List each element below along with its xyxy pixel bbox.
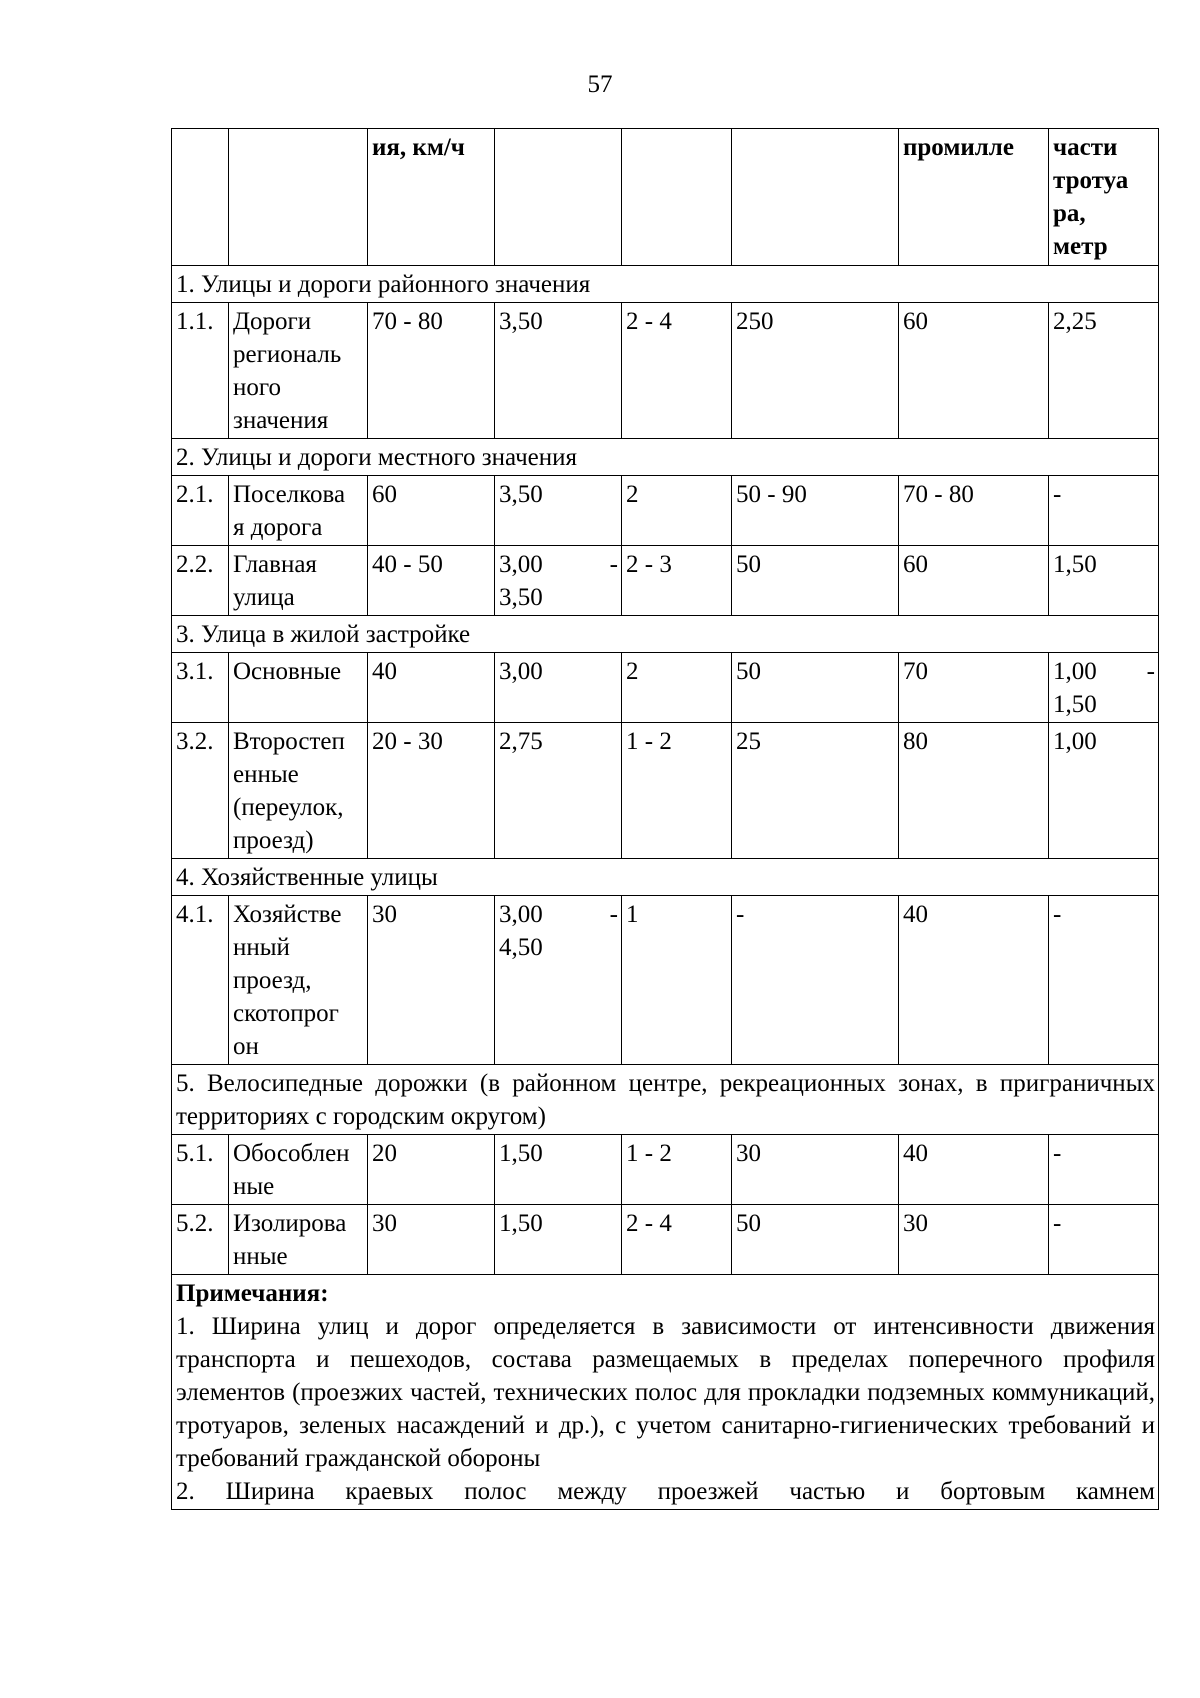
row-lane-width: 3,00 [495, 653, 622, 723]
page-number: 57 [587, 71, 613, 98]
section-row [172, 859, 1159, 896]
row-sidewalk: - [1049, 476, 1159, 546]
row-radius: 50 [732, 1205, 899, 1275]
row-slope: 60 [899, 303, 1049, 439]
row-number: 2.1. [172, 476, 229, 546]
row-speed: 40 [368, 653, 495, 723]
row-name: Главная улица [229, 546, 368, 616]
row-number: 4.1. [172, 896, 229, 1065]
row-radius: 25 [732, 723, 899, 859]
row-name: Поселкова я дорога [229, 476, 368, 546]
row-number: 2.2. [172, 546, 229, 616]
row-lane-count: 2 [622, 653, 732, 723]
table-row [172, 896, 1159, 1065]
header-cell-lane [495, 129, 622, 266]
section-row [172, 439, 1159, 476]
row-sidewalk: - [1049, 1205, 1159, 1275]
row-slope: 30 [899, 1205, 1049, 1275]
header-cell-radius [732, 129, 899, 266]
table-row [172, 546, 1159, 616]
header-cell-lanes [622, 129, 732, 266]
row-speed: 40 - 50 [368, 546, 495, 616]
row-number: 3.1. [172, 653, 229, 723]
row-sidewalk: - [1049, 1135, 1159, 1205]
row-speed: 20 [368, 1135, 495, 1205]
row-slope: 70 [899, 653, 1049, 723]
row-lane-count: 1 - 2 [622, 1135, 732, 1205]
table-row [172, 303, 1159, 439]
row-lane-width: 3,50 [495, 303, 622, 439]
section-title: 3. Улица в жилой застройке [172, 616, 1159, 653]
row-lane-width: 1,50 [495, 1205, 622, 1275]
row-lane-width: 3,00 - 3,50 [495, 546, 622, 616]
row-lane-count: 2 - 4 [622, 1205, 732, 1275]
road-parameters-table [171, 128, 1159, 1510]
row-lane-width: 3,50 [495, 476, 622, 546]
header-cell-name [229, 129, 368, 266]
row-slope: 60 [899, 546, 1049, 616]
row-lane-width: 3,00 - 4,50 [495, 896, 622, 1065]
header-sidewalk-line: ра, [1053, 200, 1086, 227]
notes-title: Примечания: [176, 1280, 329, 1307]
row-sidewalk: 1,00 [1049, 723, 1159, 859]
row-name: Второстеп енные (переулок, проезд) [229, 723, 368, 859]
row-lane-count: 1 [622, 896, 732, 1065]
row-lane-count: 2 - 3 [622, 546, 732, 616]
table-row [172, 476, 1159, 546]
table-row [172, 723, 1159, 859]
row-radius: 50 [732, 653, 899, 723]
row-number: 5.1. [172, 1135, 229, 1205]
row-slope: 80 [899, 723, 1049, 859]
section-row [172, 1065, 1159, 1135]
row-speed: 20 - 30 [368, 723, 495, 859]
row-sidewalk: 1,50 [1049, 546, 1159, 616]
row-name: Обособлен ные [229, 1135, 368, 1205]
notes-cell [172, 1275, 1159, 1510]
row-lane-count: 2 [622, 476, 732, 546]
section-title: 1. Улицы и дороги районного значения [172, 266, 1159, 303]
note-item: 2. Ширина краевых полос между проезжей частью и бортовым камнем [176, 1478, 1155, 1505]
row-lane-count: 2 - 4 [622, 303, 732, 439]
notes-row [172, 1275, 1159, 1510]
row-number: 3.2. [172, 723, 229, 859]
row-sidewalk: - [1049, 896, 1159, 1065]
section-title: 2. Улицы и дороги местного значения [172, 439, 1159, 476]
row-radius: - [732, 896, 899, 1065]
row-name: Основные [229, 653, 368, 723]
table-row [172, 1205, 1159, 1275]
row-lane-width: 1,50 [495, 1135, 622, 1205]
row-name: Хозяйстве нный проезд, скотопрог он [229, 896, 368, 1065]
row-slope: 40 [899, 896, 1049, 1065]
row-name: Дороги региональ ного значения [229, 303, 368, 439]
row-speed: 60 [368, 476, 495, 546]
row-sidewalk: 2,25 [1049, 303, 1159, 439]
header-cell-slope: промилле [899, 129, 1049, 266]
row-speed: 70 - 80 [368, 303, 495, 439]
header-cell-num [172, 129, 229, 266]
row-radius: 50 - 90 [732, 476, 899, 546]
header-row [172, 129, 1159, 266]
section-row [172, 266, 1159, 303]
row-number: 1.1. [172, 303, 229, 439]
row-speed: 30 [368, 1205, 495, 1275]
table-row [172, 1135, 1159, 1205]
header-cell-speed: ия, км/ч [368, 129, 495, 266]
section-row [172, 616, 1159, 653]
row-slope: 40 [899, 1135, 1049, 1205]
row-lane-count: 1 - 2 [622, 723, 732, 859]
section-title: 4. Хозяйственные улицы [172, 859, 1159, 896]
table-row [172, 653, 1159, 723]
row-slope: 70 - 80 [899, 476, 1049, 546]
row-radius: 250 [732, 303, 899, 439]
row-lane-width: 2,75 [495, 723, 622, 859]
header-sidewalk-line: тротуа [1053, 167, 1129, 194]
row-number: 5.2. [172, 1205, 229, 1275]
row-radius: 30 [732, 1135, 899, 1205]
row-radius: 50 [732, 546, 899, 616]
header-sidewalk-line: части [1053, 134, 1118, 161]
row-sidewalk: 1,00 - 1,50 [1049, 653, 1159, 723]
header-cell-sidewalk [1049, 129, 1159, 266]
row-name: Изолирова нные [229, 1205, 368, 1275]
note-item: 1. Ширина улиц и дорог определяется в зависимости от интенсивности движения транспорта и пешеходов, состава размещаемых в пределах поперечного профиля элементов (проезжих частей, технических полос для прокладки подземных коммуникаций, тротуаров, зеленых насаждений и др.), с учетом санитарно-гигиенических требований и требований гражданской обороны [176, 1313, 1155, 1472]
section-title: 5. Велосипедные дорожки (в районном центре, рекреационных зонах, в приграничных территориях с городским округом) [172, 1065, 1159, 1135]
header-sidewalk-line: метр [1053, 233, 1108, 260]
row-speed: 30 [368, 896, 495, 1065]
